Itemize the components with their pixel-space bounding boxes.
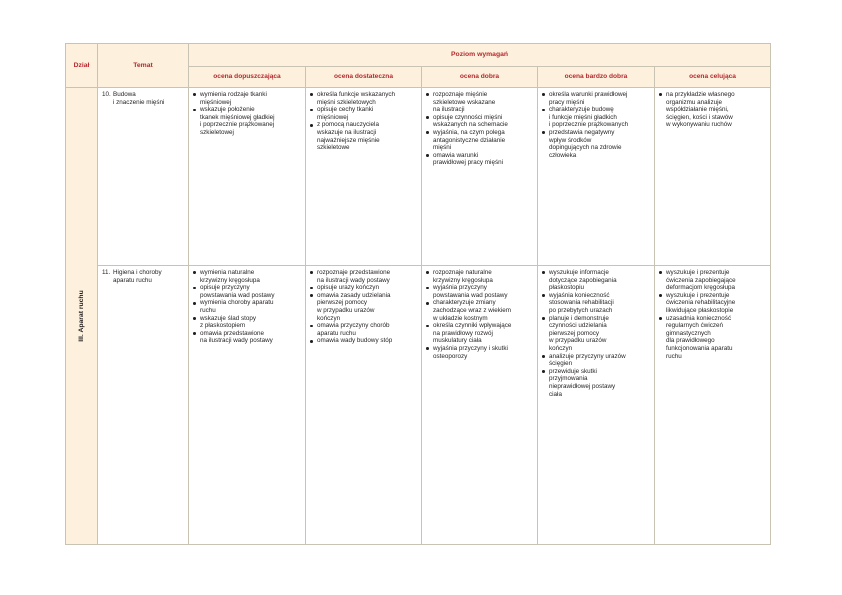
list-item: wyjaśnia, na czym polega antagonistyczne działanie mięśni — [426, 129, 533, 152]
list-item: planuje i demonstruje czynności udzielania pierwszej pomocy w przypadku urazów kończyn — [542, 315, 650, 353]
list-item: omawia warunki prawidłowej pracy mięśni — [426, 152, 533, 167]
topic-cell — [98, 266, 189, 545]
list-item: uzasadnia konieczność regularnych ćwiczeń gimnastycznych dla prawidłowego funkcjonowania aparatu ruchu — [659, 315, 766, 361]
requirement-list — [655, 266, 770, 360]
list-item: omawia przedstawione na ilustracji wady postawy — [193, 330, 301, 345]
requirement-list — [306, 88, 421, 152]
list-item: omawia zasady udzielania pierwszej pomocy w przypadku urazów kończyn — [310, 292, 417, 322]
list-item: charakteryzuje zmiany zachodzące wraz z wiekiem w układzie kostnym — [426, 299, 533, 322]
list-item: wyszukuje informacje dotyczące zapobiegania płaskostopiu — [542, 269, 650, 292]
list-item: wyszukuje i prezentuje ćwiczenia zapobiegające deformacjom kręgosłupa — [659, 269, 766, 292]
requirement-cell — [189, 88, 306, 266]
section-cell — [66, 88, 98, 545]
header-level-4: ocena bardzo dobra — [538, 67, 655, 88]
requirement-cell — [655, 266, 771, 545]
list-item: wymienia naturalne krzywizny kręgosłupa — [193, 269, 301, 284]
list-item: wymienia choroby aparatu ruchu — [193, 299, 301, 314]
table-row — [66, 266, 771, 545]
requirement-list — [655, 88, 770, 129]
requirement-list — [422, 266, 537, 360]
requirement-list — [189, 266, 305, 345]
header-temat: Temat — [98, 44, 189, 88]
header-level-1: ocena dopuszczająca — [189, 67, 306, 88]
header-level-3: ocena dobra — [422, 67, 538, 88]
requirement-cell — [538, 88, 655, 266]
list-item: charakteryzuje budowę i funkcje mięśni gładkich i poprzecznie prążkowanych — [542, 106, 650, 129]
list-item: analizuje przyczyny urazów ścięgien — [542, 353, 650, 368]
requirement-cell — [306, 88, 422, 266]
header-level-5: ocena celująca — [655, 67, 771, 88]
requirements-table — [65, 43, 771, 545]
list-item: przewiduje skutki przyjmowania nieprawidłowej postawy ciała — [542, 368, 650, 398]
list-item: opisuje urazy kończyn — [310, 284, 417, 292]
list-item: określa funkcje wskazanych mięśni szkieletowych — [310, 91, 417, 106]
list-item: wyjaśnia przyczyny powstawania wad postawy — [426, 284, 533, 299]
list-item: z pomocą nauczyciela wskazuje na ilustracji najważniejsze mięśnie szkieletowe — [310, 121, 417, 151]
list-item: wskazuje położenie tkanek mięśniowej gładkiej i poprzecznie prążkowanej szkieletowej — [193, 106, 301, 136]
topic-name: Higiena i choroby aparatu ruchu — [113, 269, 162, 284]
requirement-cell — [655, 88, 771, 266]
list-item: wymienia rodzaje tkanki mięśniowej — [193, 91, 301, 106]
table-row — [66, 88, 771, 266]
requirement-list — [306, 266, 421, 345]
list-item: omawia wady budowy stóp — [310, 337, 417, 345]
requirement-cell — [538, 266, 655, 545]
list-item: omawia przyczyny chorób aparatu ruchu — [310, 322, 417, 337]
header-level-2: ocena dostateczna — [306, 67, 422, 88]
list-item: opisuje cechy tkanki mięśniowej — [310, 106, 417, 121]
list-item: określa czynniki wpływające na prawidłowy rozwój muskulatury ciała — [426, 322, 533, 345]
requirement-list — [538, 88, 654, 159]
requirement-cell — [306, 266, 422, 545]
list-item: przedstawia negatywny wpływ środków dopingujących na zdrowie człowieka — [542, 129, 650, 159]
list-item: wskazuje ślad stopy z płaskostopiem — [193, 315, 301, 330]
list-item: rozpoznaje przedstawione na ilustracji wady postawy — [310, 269, 417, 284]
requirement-list — [422, 88, 537, 167]
section-label: III. Aparat ruchu — [77, 290, 85, 342]
list-item: opisuje czynności mięśni wskazanych na schemacie — [426, 114, 533, 129]
requirement-list — [189, 88, 305, 137]
list-item: wyszukuje i prezentuje ćwiczenia rehabilitacyjne likwidujące płaskostopie — [659, 292, 766, 315]
topic-name: Budowa i znaczenie mięśni — [113, 91, 165, 106]
topic-number: 11. — [102, 269, 111, 276]
list-item: rozpoznaje naturalne krzywizny kręgosłupa — [426, 269, 533, 284]
requirement-cell — [422, 266, 538, 545]
list-item: na przykładzie własnego organizmu analizuje współdziałanie mięśni, ścięgien, kości i stawów w wykonywaniu ruchów — [659, 91, 766, 129]
topic-cell — [98, 88, 189, 266]
requirement-list — [538, 266, 654, 398]
header-dzial: Dział — [66, 44, 98, 88]
topic-number: 10. — [102, 91, 111, 98]
header-poziom-wymagan: Poziom wymagań — [189, 44, 771, 67]
list-item: rozpoznaje mięśnie szkieletowe wskazane na ilustracji — [426, 91, 533, 114]
list-item: wyjaśnia przyczyny i skutki osteoporozy — [426, 345, 533, 360]
list-item: wyjaśnia konieczność stosowania rehabilitacji po przebytych urazach — [542, 292, 650, 315]
requirement-cell — [422, 88, 538, 266]
list-item: określa warunki prawidłowej pracy mięśni — [542, 91, 650, 106]
requirement-cell — [189, 266, 306, 545]
list-item: opisuje przyczyny powstawania wad postawy — [193, 284, 301, 299]
